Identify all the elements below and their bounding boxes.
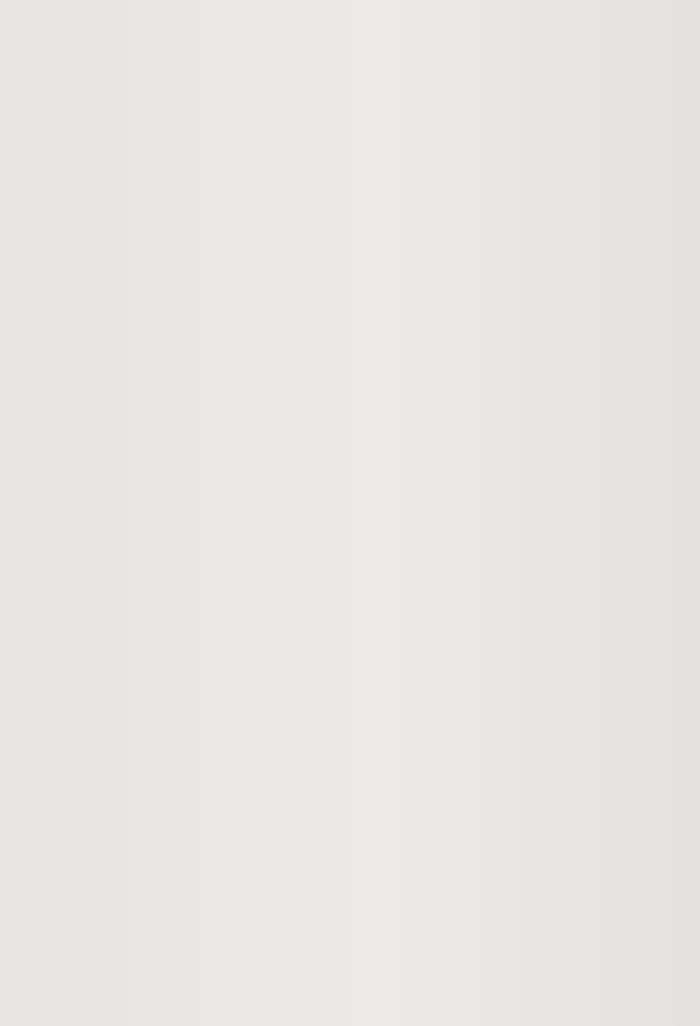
page-title — [104, 35, 634, 53]
left-column — [26, 92, 346, 99]
right-column — [394, 100, 694, 105]
